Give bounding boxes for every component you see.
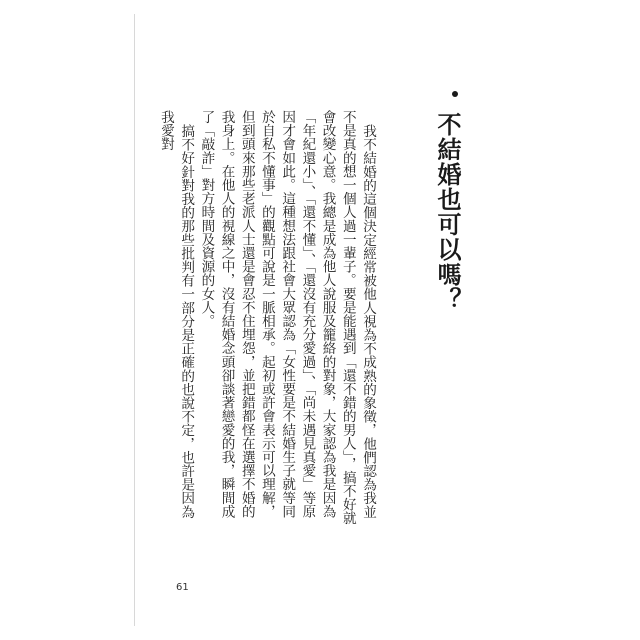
page-edge-line — [134, 14, 135, 626]
paragraph-2: 搞不好針對我的那些批判有一部分是正確的也說不定，也許是因為我愛對 — [157, 110, 195, 518]
title-bullet-dot — [452, 91, 458, 97]
paragraph-1: 我不結婚的這個決定經常被他人視為不成熟的象徵，他們認為我並不是真的想一個人過一輩子。要是能遇到「還不錯的男人」，搞不好就會改變心意。我總是成為他人說服及籠絡的對象，大家認為我是因為「年紀還小」、「還不懂」、「還沒有充分愛過」、「尚未遇見真愛」等原因才會如此。這種想法跟社會大眾認為「女性要是不結婚生子就等同於自私不懂事」的觀點可說是一脈相承。起初或許會表示可以理解，但到頭來那些老派人士還是會忍不住埋怨，並把錯都怪在選擇不婚的我身上。在他人的視線之中，沒有結婚念頭卻談著戀愛的我，瞬間成了「敲詐」對方時間及資源的女人。 — [198, 110, 376, 525]
section-title: 不結婚也可以嗎？ — [433, 112, 461, 312]
body-text — [157, 110, 378, 530]
page-number: 61 — [176, 582, 189, 593]
